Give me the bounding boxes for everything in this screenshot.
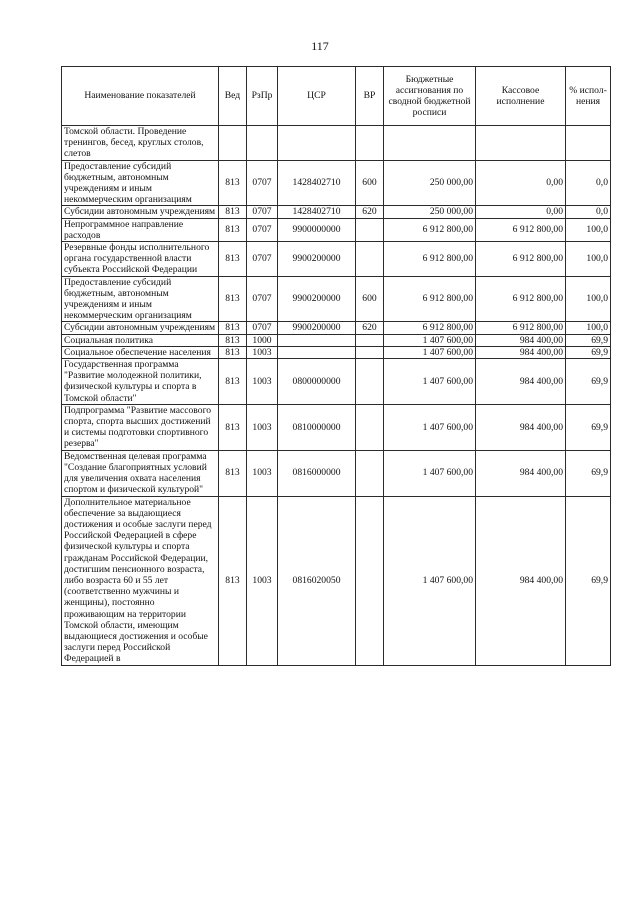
cell-name: Социальное обеспечение населения [62,346,219,358]
cell-rzpr: 0707 [247,242,278,277]
cell-csr: 1428402710 [278,206,356,218]
cell-percent: 0,0 [566,206,611,218]
cell-percent: 69,9 [566,404,611,450]
cell-csr: 1428402710 [278,160,356,206]
cell-cash: 984 400,00 [476,450,566,496]
cell-rzpr: 1003 [247,346,278,358]
cell-budget: 1 407 600,00 [384,450,476,496]
cell-name: Подпрограмма "Развитие массового спорта, спорта высших достижений и системы подготовки спортивного резерва" [62,404,219,450]
cell-budget: 250 000,00 [384,206,476,218]
table-row [62,218,611,241]
cell-rzpr: 0707 [247,276,278,322]
cell-budget: 6 912 800,00 [384,322,476,334]
cell-percent: 69,9 [566,359,611,405]
cell-rzpr: 1000 [247,334,278,346]
cell-ved: 813 [219,218,247,241]
cell-csr: 9900200000 [278,242,356,277]
table-row [62,126,611,161]
cell-csr [278,346,356,358]
cell-cash: 6 912 800,00 [476,276,566,322]
cell-vr: 600 [356,276,384,322]
cell-percent: 100,0 [566,218,611,241]
cell-name: Ведомственная целевая программа "Создание благоприятных условий для увеличения охвата населения спортом и физической культурой" [62,450,219,496]
page-number: 117 [311,39,329,53]
cell-name: Субсидии автономным учреждениям [62,322,219,334]
cell-vr: 620 [356,322,384,334]
cell-budget: 6 912 800,00 [384,242,476,277]
column-header-ved: Вед [219,67,247,126]
cell-cash: 6 912 800,00 [476,218,566,241]
cell-csr [278,126,356,161]
table-row [62,160,611,206]
cell-vr [356,359,384,405]
cell-ved: 813 [219,160,247,206]
cell-vr: 600 [356,160,384,206]
cell-percent: 69,9 [566,496,611,665]
table-row [62,404,611,450]
cell-csr: 0810000000 [278,404,356,450]
cell-name: Томской области. Проведение тренингов, бесед, круглых столов, слетов [62,126,219,161]
cell-name: Предоставление субсидий бюджетным, автономным учреждениям и иным некоммерческим организациям [62,160,219,206]
cell-rzpr: 1003 [247,359,278,405]
cell-budget: 1 407 600,00 [384,404,476,450]
cell-cash: 6 912 800,00 [476,322,566,334]
table-body [62,126,611,666]
cell-csr [278,334,356,346]
cell-cash: 0,00 [476,206,566,218]
cell-budget: 1 407 600,00 [384,346,476,358]
cell-csr: 0816000000 [278,450,356,496]
cell-rzpr: 1003 [247,496,278,665]
cell-name: Социальная политика [62,334,219,346]
table-row [62,276,611,322]
cell-vr [356,334,384,346]
cell-ved: 813 [219,276,247,322]
column-header-percent: % испол-нения [566,67,611,126]
cell-ved: 813 [219,346,247,358]
budget-execution-table [61,66,611,666]
cell-csr: 9900200000 [278,276,356,322]
cell-vr: 620 [356,206,384,218]
cell-vr [356,404,384,450]
cell-cash: 984 400,00 [476,334,566,346]
cell-rzpr: 1003 [247,450,278,496]
cell-vr [356,346,384,358]
cell-name: Дополнительное материальное обеспечение за выдающиеся достижения и особые заслуги перед Российской Федерацией в сфере физической культуры и спорта гражданам Российской Федерации, достигшим пенсионного возраста, либо возраста 60 и 55 лет (соответственно мужчины и женщины), постоянно проживающим на территории Томской области, имеющим выдающиеся достижения и особые заслуги перед Российской Федерацией в [62,496,219,665]
cell-rzpr: 0707 [247,160,278,206]
column-header-name: Наименование показателей [62,67,219,126]
cell-name: Непрограммное направление расходов [62,218,219,241]
cell-ved: 813 [219,404,247,450]
column-header-rzpr: РзПр [247,67,278,126]
table-header-row [62,67,611,126]
cell-budget: 1 407 600,00 [384,334,476,346]
column-header-vr: ВР [356,67,384,126]
cell-csr: 0800000000 [278,359,356,405]
cell-percent: 100,0 [566,322,611,334]
cell-cash: 984 400,00 [476,404,566,450]
cell-name: Предоставление субсидий бюджетным, автономным учреждениям и иным некоммерческим организациям [62,276,219,322]
cell-csr: 9900200000 [278,322,356,334]
table-row [62,496,611,665]
cell-cash: 984 400,00 [476,346,566,358]
cell-percent: 69,9 [566,346,611,358]
cell-ved: 813 [219,450,247,496]
cell-budget: 250 000,00 [384,160,476,206]
cell-percent: 100,0 [566,242,611,277]
cell-name: Субсидии автономным учреждениям [62,206,219,218]
cell-ved: 813 [219,359,247,405]
cell-cash: 0,00 [476,160,566,206]
cell-cash: 6 912 800,00 [476,242,566,277]
cell-budget: 1 407 600,00 [384,496,476,665]
cell-budget: 1 407 600,00 [384,359,476,405]
table-row [62,206,611,218]
cell-name: Резервные фонды исполнительного органа государственной власти субъекта Российской Федерации [62,242,219,277]
cell-ved: 813 [219,334,247,346]
cell-vr [356,242,384,277]
table-row [62,322,611,334]
cell-percent: 69,9 [566,334,611,346]
table-row [62,359,611,405]
cell-csr: 9900000000 [278,218,356,241]
table-row [62,242,611,277]
cell-percent: 0,0 [566,160,611,206]
cell-vr [356,126,384,161]
cell-cash: 984 400,00 [476,359,566,405]
column-header-csr: ЦСР [278,67,356,126]
cell-percent [566,126,611,161]
cell-rzpr: 0707 [247,322,278,334]
cell-vr [356,450,384,496]
column-header-budget: Бюджетные ассигнования по сводной бюджетной росписи [384,67,476,126]
cell-budget: 6 912 800,00 [384,218,476,241]
cell-ved: 813 [219,242,247,277]
cell-name: Государственная программа "Развитие молодежной политики, физической культуры и спорта в Томской области" [62,359,219,405]
cell-vr [356,496,384,665]
cell-rzpr: 0707 [247,206,278,218]
cell-ved: 813 [219,206,247,218]
cell-ved [219,126,247,161]
cell-ved: 813 [219,322,247,334]
cell-rzpr [247,126,278,161]
cell-ved: 813 [219,496,247,665]
table-row [62,450,611,496]
cell-vr [356,218,384,241]
cell-cash [476,126,566,161]
cell-budget: 6 912 800,00 [384,276,476,322]
cell-rzpr: 1003 [247,404,278,450]
cell-cash: 984 400,00 [476,496,566,665]
cell-percent: 100,0 [566,276,611,322]
cell-rzpr: 0707 [247,218,278,241]
table-row [62,346,611,358]
cell-budget [384,126,476,161]
table-row [62,334,611,346]
cell-percent: 69,9 [566,450,611,496]
cell-csr: 0816020050 [278,496,356,665]
column-header-cash: Кассовое исполнение [476,67,566,126]
